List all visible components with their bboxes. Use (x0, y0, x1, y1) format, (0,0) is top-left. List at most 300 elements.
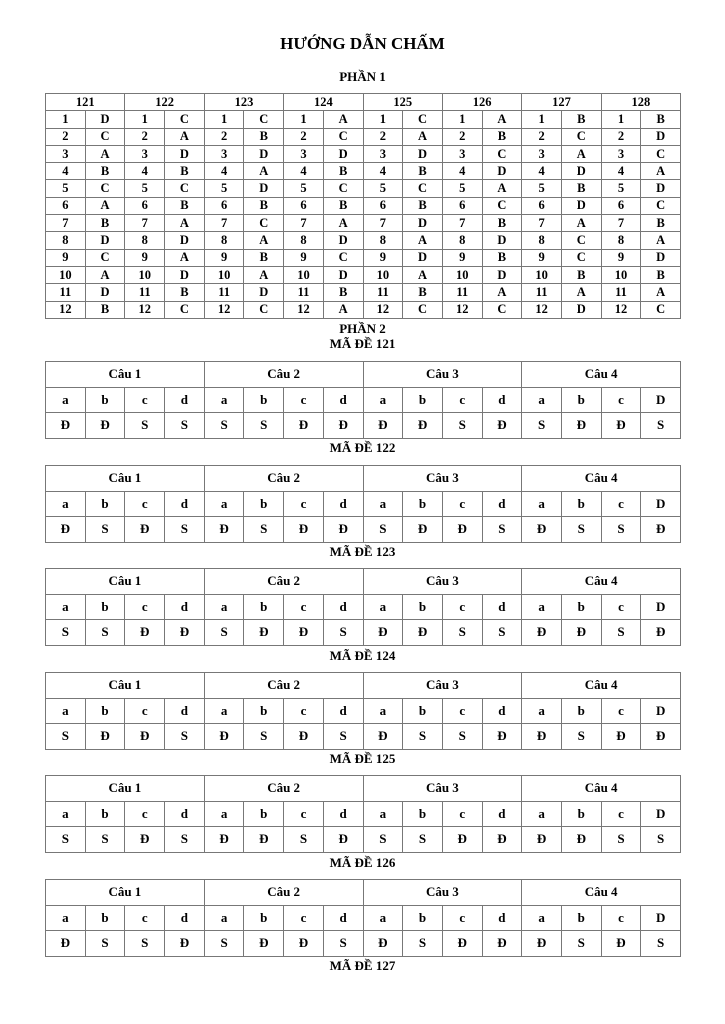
question-number: 10 (204, 266, 244, 283)
sub-item-label: a (522, 905, 562, 931)
answer-cell: C (561, 232, 601, 249)
answer-cell: D (482, 232, 522, 249)
sub-item-label: d (323, 801, 363, 827)
part1-header-row (46, 94, 681, 111)
sub-item-label: D (641, 801, 681, 827)
question-number: 12 (46, 301, 86, 318)
exam-code-header: 121 (46, 94, 125, 111)
table-row (46, 163, 681, 180)
sub-item-label: a (204, 387, 244, 413)
question-number: 11 (363, 284, 403, 301)
answer-row (46, 620, 681, 646)
answer-cell: D (482, 266, 522, 283)
answer-cell: D (323, 145, 363, 162)
answer-cell: S (165, 517, 205, 543)
sub-item-label: d (482, 387, 522, 413)
question-number: 1 (125, 111, 165, 128)
question-number: 11 (204, 284, 244, 301)
question-number: 5 (522, 180, 562, 197)
question-header-row (46, 776, 681, 802)
question-number: 5 (363, 180, 403, 197)
answer-cell: Đ (125, 517, 165, 543)
sub-item-row (46, 905, 681, 931)
question-number: 6 (46, 197, 86, 214)
question-number: 3 (204, 145, 244, 162)
question-number: 5 (46, 180, 86, 197)
answer-cell: Đ (204, 827, 244, 853)
sub-item-row (46, 801, 681, 827)
sub-item-label: c (601, 491, 641, 517)
question-number: 2 (204, 128, 244, 145)
answer-cell: S (363, 517, 403, 543)
answer-cell: Đ (165, 931, 205, 957)
part1-heading: PHẦN 1 (339, 69, 386, 84)
answer-cell: D (165, 266, 205, 283)
question-header: Câu 2 (204, 362, 363, 388)
question-number: 5 (204, 180, 244, 197)
answer-cell: Đ (165, 620, 205, 646)
sub-item-label: b (85, 905, 125, 931)
table-row (46, 301, 681, 318)
sub-item-label: c (442, 387, 482, 413)
table-row (46, 249, 681, 266)
sub-item-label: c (601, 698, 641, 724)
answer-cell: S (204, 620, 244, 646)
answer-cell: B (85, 301, 125, 318)
answer-cell: S (601, 827, 641, 853)
question-number: 5 (284, 180, 324, 197)
answer-cell: D (561, 197, 601, 214)
sub-item-label: d (323, 698, 363, 724)
sub-item-label: d (323, 387, 363, 413)
answer-row (46, 413, 681, 439)
answer-row (46, 517, 681, 543)
sub-item-label: c (125, 905, 165, 931)
question-number: 12 (522, 301, 562, 318)
question-number: 4 (442, 163, 482, 180)
question-number: 3 (522, 145, 562, 162)
question-number: 12 (442, 301, 482, 318)
answer-cell: Đ (522, 620, 562, 646)
answer-cell: C (641, 145, 681, 162)
question-number: 9 (125, 249, 165, 266)
question-header: Câu 4 (522, 673, 681, 699)
sub-item-label: d (165, 698, 205, 724)
answer-cell: S (482, 517, 522, 543)
sub-item-label: D (641, 491, 681, 517)
sub-item-row (46, 491, 681, 517)
answer-cell: A (561, 145, 601, 162)
question-number: 7 (46, 215, 86, 232)
answer-cell: S (125, 413, 165, 439)
answer-cell: Đ (601, 931, 641, 957)
answer-cell: C (482, 197, 522, 214)
exam-code-label: MÃ ĐỀ 126 (329, 855, 396, 870)
question-number: 2 (363, 128, 403, 145)
sub-item-label: b (85, 491, 125, 517)
question-number: 8 (601, 232, 641, 249)
answer-cell: Đ (403, 413, 443, 439)
answer-cell: Đ (561, 827, 601, 853)
sub-item-label: b (403, 491, 443, 517)
question-number: 4 (204, 163, 244, 180)
question-number: 10 (601, 266, 641, 283)
answer-cell: D (641, 249, 681, 266)
table-row (46, 197, 681, 214)
question-number: 8 (46, 232, 86, 249)
question-number: 12 (601, 301, 641, 318)
table-row (46, 111, 681, 128)
answer-cell: B (323, 197, 363, 214)
answer-cell: D (641, 128, 681, 145)
sub-item-label: b (403, 387, 443, 413)
question-number: 5 (125, 180, 165, 197)
answer-cell: S (85, 931, 125, 957)
answer-cell: S (204, 413, 244, 439)
answer-cell: Đ (601, 724, 641, 750)
sub-item-label: a (46, 905, 86, 931)
question-number: 6 (601, 197, 641, 214)
sub-item-label: a (522, 698, 562, 724)
answer-cell: Đ (284, 931, 324, 957)
answer-cell: A (561, 284, 601, 301)
sub-item-label: a (204, 698, 244, 724)
answer-cell: S (85, 620, 125, 646)
sub-item-label: a (204, 801, 244, 827)
question-header: Câu 3 (363, 673, 522, 699)
sub-item-label: b (244, 594, 284, 620)
question-header: Câu 4 (522, 776, 681, 802)
question-header: Câu 4 (522, 880, 681, 906)
question-number: 3 (125, 145, 165, 162)
answer-cell: Đ (442, 517, 482, 543)
sub-item-label: a (522, 801, 562, 827)
answer-cell: A (403, 232, 443, 249)
question-number: 8 (442, 232, 482, 249)
answer-cell: C (85, 249, 125, 266)
answer-cell: D (165, 145, 205, 162)
sub-item-label: a (204, 491, 244, 517)
answer-cell: Đ (561, 413, 601, 439)
question-number: 11 (46, 284, 86, 301)
answer-cell: A (561, 215, 601, 232)
sub-item-label: d (482, 905, 522, 931)
table-row (46, 145, 681, 162)
answer-cell: Đ (522, 724, 562, 750)
question-number: 6 (284, 197, 324, 214)
answer-cell: A (85, 197, 125, 214)
answer-cell: Đ (442, 827, 482, 853)
part2-answer-table (45, 672, 681, 750)
answer-row (46, 931, 681, 957)
answer-row (46, 827, 681, 853)
answer-cell: Đ (125, 620, 165, 646)
sub-item-label: a (46, 801, 86, 827)
sub-item-label: c (125, 387, 165, 413)
question-header: Câu 1 (46, 466, 205, 492)
answer-cell: A (482, 284, 522, 301)
sub-item-label: b (244, 698, 284, 724)
sub-item-label: c (125, 801, 165, 827)
answer-cell: D (403, 249, 443, 266)
answer-cell: A (641, 232, 681, 249)
answer-cell: Đ (323, 413, 363, 439)
sub-item-label: c (601, 594, 641, 620)
sub-item-label: c (442, 698, 482, 724)
question-number: 11 (601, 284, 641, 301)
answer-cell: C (244, 301, 284, 318)
question-number: 7 (601, 215, 641, 232)
sub-item-label: a (522, 387, 562, 413)
sub-item-label: c (601, 387, 641, 413)
question-number: 7 (522, 215, 562, 232)
answer-cell: A (403, 266, 443, 283)
question-number: 6 (125, 197, 165, 214)
answer-cell: C (403, 111, 443, 128)
question-number: 4 (125, 163, 165, 180)
question-number: 12 (363, 301, 403, 318)
question-number: 2 (46, 128, 86, 145)
answer-cell: B (323, 163, 363, 180)
question-number: 8 (284, 232, 324, 249)
question-header: Câu 3 (363, 569, 522, 595)
sub-item-label: c (284, 491, 324, 517)
question-number: 4 (284, 163, 324, 180)
sub-item-label: c (284, 905, 324, 931)
question-number: 7 (442, 215, 482, 232)
question-number: 5 (601, 180, 641, 197)
sub-item-label: c (284, 387, 324, 413)
answer-cell: S (85, 517, 125, 543)
question-header: Câu 3 (363, 776, 522, 802)
question-number: 1 (284, 111, 324, 128)
sub-item-label: b (244, 905, 284, 931)
answer-cell: Đ (244, 620, 284, 646)
question-number: 9 (601, 249, 641, 266)
sub-item-label: b (561, 801, 601, 827)
answer-cell: Đ (323, 517, 363, 543)
answer-cell: Đ (641, 620, 681, 646)
sub-item-label: c (125, 698, 165, 724)
answer-cell: Đ (403, 620, 443, 646)
sub-item-label: d (482, 801, 522, 827)
answer-cell: B (641, 215, 681, 232)
question-number: 8 (204, 232, 244, 249)
sub-item-label: a (522, 491, 562, 517)
sub-item-label: d (482, 698, 522, 724)
sub-item-label: D (641, 698, 681, 724)
question-number: 10 (442, 266, 482, 283)
sub-item-label: b (244, 387, 284, 413)
answer-cell: C (165, 301, 205, 318)
sub-item-label: c (125, 594, 165, 620)
exam-code-label: MÃ ĐỀ 125 (329, 751, 396, 766)
answer-cell: C (323, 249, 363, 266)
answer-cell: S (244, 724, 284, 750)
table-row (46, 128, 681, 145)
exam-code-label: MÃ ĐỀ 124 (329, 648, 396, 663)
answer-cell: S (641, 413, 681, 439)
answer-cell: B (561, 180, 601, 197)
part2-heading: PHẦN 2 (339, 321, 386, 336)
question-number: 9 (204, 249, 244, 266)
sub-item-label: D (641, 594, 681, 620)
question-number: 10 (46, 266, 86, 283)
sub-item-label: a (363, 594, 403, 620)
question-number: 2 (284, 128, 324, 145)
question-number: 6 (442, 197, 482, 214)
table-row (46, 232, 681, 249)
sub-item-label: b (403, 698, 443, 724)
sub-item-label: b (85, 594, 125, 620)
answer-cell: D (323, 232, 363, 249)
answer-cell: S (601, 517, 641, 543)
answer-cell: Đ (561, 620, 601, 646)
sub-item-label: b (561, 594, 601, 620)
answer-cell: S (284, 827, 324, 853)
question-header: Câu 4 (522, 569, 681, 595)
part2-answer-table (45, 775, 681, 853)
question-number: 3 (284, 145, 324, 162)
answer-cell: A (323, 301, 363, 318)
table-row (46, 215, 681, 232)
answer-cell: D (561, 163, 601, 180)
question-number: 10 (125, 266, 165, 283)
question-number: 3 (363, 145, 403, 162)
answer-cell: A (482, 180, 522, 197)
question-number: 1 (363, 111, 403, 128)
answer-cell: Đ (363, 931, 403, 957)
question-header: Câu 2 (204, 673, 363, 699)
question-number: 12 (284, 301, 324, 318)
question-number: 2 (522, 128, 562, 145)
answer-cell: S (641, 827, 681, 853)
answer-cell: Đ (204, 724, 244, 750)
question-number: 8 (125, 232, 165, 249)
answer-cell: Đ (46, 517, 86, 543)
question-number: 11 (125, 284, 165, 301)
question-header: Câu 2 (204, 880, 363, 906)
answer-cell: S (165, 827, 205, 853)
part2-answer-table (45, 879, 681, 957)
answer-cell: B (165, 284, 205, 301)
question-header: Câu 1 (46, 362, 205, 388)
question-number: 8 (522, 232, 562, 249)
question-number: 1 (522, 111, 562, 128)
answer-cell: Đ (204, 517, 244, 543)
exam-code-header: 128 (601, 94, 680, 111)
sub-item-label: d (165, 491, 205, 517)
sub-item-label: a (363, 491, 403, 517)
part2-answer-table (45, 465, 681, 543)
sub-item-label: c (442, 594, 482, 620)
sub-item-label: a (46, 387, 86, 413)
answer-cell: B (165, 163, 205, 180)
answer-cell: D (165, 232, 205, 249)
sub-item-label: d (165, 905, 205, 931)
sub-item-label: b (561, 698, 601, 724)
exam-code-header: 123 (204, 94, 283, 111)
answer-cell: S (165, 413, 205, 439)
answer-cell: S (46, 724, 86, 750)
answer-cell: S (442, 620, 482, 646)
answer-cell: C (482, 301, 522, 318)
answer-cell: C (244, 111, 284, 128)
exam-code-header: 124 (284, 94, 363, 111)
sub-item-row (46, 594, 681, 620)
answer-cell: B (482, 215, 522, 232)
exam-code-label: MÃ ĐỀ 123 (329, 544, 396, 559)
question-header-row (46, 466, 681, 492)
question-number: 4 (522, 163, 562, 180)
sub-item-label: a (363, 698, 403, 724)
sub-item-label: d (165, 594, 205, 620)
answer-cell: B (403, 197, 443, 214)
answer-cell: Đ (323, 827, 363, 853)
sub-item-label: b (244, 491, 284, 517)
answer-cell: S (165, 724, 205, 750)
question-header: Câu 1 (46, 673, 205, 699)
answer-cell: S (46, 620, 86, 646)
question-header-row (46, 673, 681, 699)
answer-cell: B (85, 163, 125, 180)
sub-item-label: c (284, 698, 324, 724)
sub-item-label: d (165, 387, 205, 413)
sub-item-label: c (284, 594, 324, 620)
sub-item-label: a (204, 594, 244, 620)
answer-cell: B (85, 215, 125, 232)
answer-cell: Đ (125, 827, 165, 853)
sub-item-label: d (323, 905, 363, 931)
question-header-row (46, 569, 681, 595)
exam-code-label: MÃ ĐỀ 121 (329, 336, 396, 351)
sub-item-label: D (641, 387, 681, 413)
question-number: 7 (125, 215, 165, 232)
sub-item-label: d (165, 801, 205, 827)
answer-cell: D (403, 145, 443, 162)
question-number: 6 (204, 197, 244, 214)
answer-cell: C (165, 180, 205, 197)
question-number: 1 (601, 111, 641, 128)
answer-cell: D (85, 284, 125, 301)
sub-item-label: c (442, 905, 482, 931)
table-row (46, 180, 681, 197)
answer-cell: C (641, 197, 681, 214)
answer-cell: Đ (522, 931, 562, 957)
question-number: 4 (46, 163, 86, 180)
answer-cell: B (561, 111, 601, 128)
answer-cell: B (482, 249, 522, 266)
question-header: Câu 3 (363, 362, 522, 388)
answer-cell: S (442, 413, 482, 439)
sub-item-label: b (403, 905, 443, 931)
sub-item-label: c (125, 491, 165, 517)
answer-cell: S (442, 724, 482, 750)
answer-cell: A (323, 215, 363, 232)
answer-cell: C (244, 215, 284, 232)
answer-cell: A (482, 111, 522, 128)
question-number: 9 (363, 249, 403, 266)
answer-cell: S (482, 620, 522, 646)
question-number: 8 (363, 232, 403, 249)
sub-item-label: b (244, 801, 284, 827)
answer-cell: S (403, 931, 443, 957)
answer-cell: C (482, 145, 522, 162)
answer-cell: D (244, 284, 284, 301)
answer-cell: Đ (482, 413, 522, 439)
exam-code-header: 125 (363, 94, 442, 111)
answer-cell: Đ (641, 517, 681, 543)
